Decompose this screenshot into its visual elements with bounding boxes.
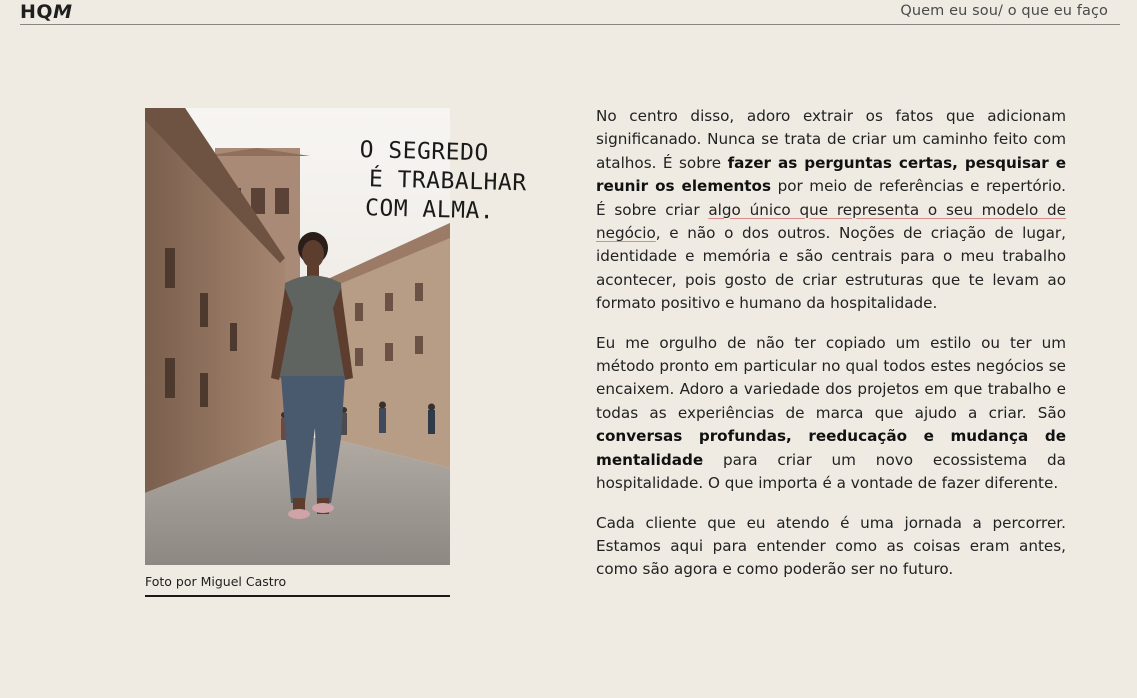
site-logo[interactable] bbox=[20, 1, 72, 23]
nav-link-about[interactable]: Quem eu sou/ o que eu faço bbox=[900, 3, 1108, 19]
p1-text-c: por meio de referências e repertório. É sobre criar bbox=[596, 177, 1067, 219]
handwritten-slogan bbox=[358, 136, 528, 227]
paragraph-3: Cada cliente que eu atendo é uma jornada a percorrer. Estamos aqui para entender como as coisas eram antes, como são agora e como poderão ser no futuro. bbox=[596, 513, 1066, 579]
logo-text-first: HQ bbox=[20, 1, 54, 23]
paragraph-2 bbox=[596, 332, 1066, 496]
p2-text-a: Eu me orgulho de não ter copiado um estilo ou ter um método pronto em particular no qual todos estes negócios se encaixem. Adoro a variedade dos projetos em que trabalho e todas as experiências de marca que ajudo a criar. São bbox=[596, 333, 1066, 422]
p2-bold-text: conversas profundas, reeducação e mudança de mentalidade bbox=[596, 427, 1066, 469]
p1-bold-text: fazer as perguntas certas, pesquisar e reunir os elementos bbox=[596, 153, 1066, 196]
photo-caption: Foto por Miguel Castro bbox=[145, 574, 450, 597]
logo-text-second: M bbox=[53, 1, 73, 23]
p1-underlined-text: algo único que representa o seu modelo de negócio bbox=[596, 200, 1066, 243]
paragraph-1 bbox=[596, 105, 1066, 316]
p1-text-a: No centro disso, adoro extrair os fatos que adicionam significanado. Nunca se trata de criar um caminho feito com atalhos. É sobre bbox=[596, 107, 1066, 172]
slogan-line-2: É TRABALHAR bbox=[368, 166, 527, 197]
p2-text-c: para criar um novo ecossistema da hospitalidade. O que importa é a vontade de fazer diferente. bbox=[596, 450, 1066, 493]
slogan-line-1: O SEGREDO bbox=[359, 136, 490, 167]
p1-text-e: , e não o dos outros. Noções de criação de lugar, identidade e memória e são centrais para o meu trabalho acontecer, pois gosto de criar estruturas que te levam ao formato positivo e humano da hospitalidade. bbox=[596, 224, 1066, 313]
top-header bbox=[20, 0, 1120, 25]
article-body bbox=[596, 105, 1066, 598]
slogan-line-3: COM ALMA. bbox=[364, 195, 495, 225]
